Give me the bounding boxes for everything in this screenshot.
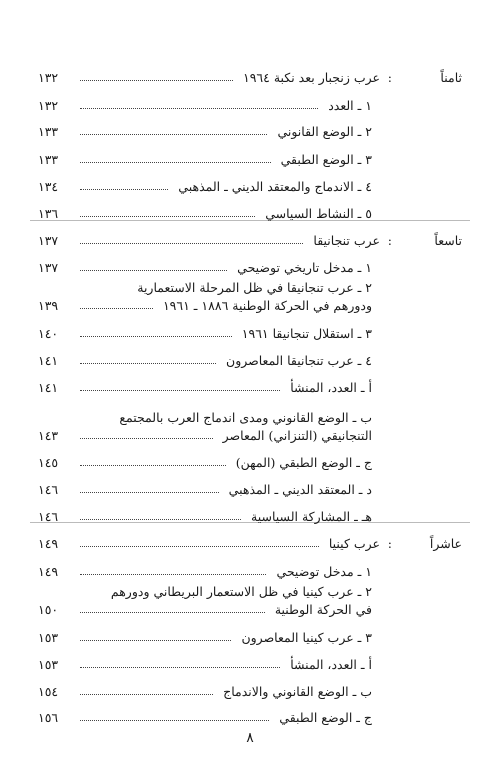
dot-leader xyxy=(80,363,216,364)
dot-leader xyxy=(80,640,231,641)
toc-entry[interactable] xyxy=(38,627,462,649)
toc-entry[interactable] xyxy=(38,350,462,372)
section-number: عاشراً xyxy=(429,536,462,551)
entry-title: ج ـ الوضع الطبقي (المهن) xyxy=(235,455,372,470)
dot-leader xyxy=(80,390,280,391)
section-colon: : xyxy=(387,536,392,551)
page-ref: ١٥٣ xyxy=(38,657,59,672)
toc-entry[interactable] xyxy=(38,681,462,703)
entry-title: هـ ـ المشاركة السياسية xyxy=(251,509,372,524)
entry-title: عرب كينيا xyxy=(328,536,380,551)
page-ref: ١٣٩ xyxy=(38,298,59,313)
dot-leader xyxy=(80,492,219,493)
page-ref: ١٤٩ xyxy=(38,536,59,551)
dot-leader xyxy=(80,134,267,135)
page-ref: ١٣٦ xyxy=(38,206,59,221)
section-colon: : xyxy=(387,70,392,85)
entry-title: ١ ـ مدخل تاريخي توضيحي xyxy=(237,260,372,275)
page-ref: ١٤٠ xyxy=(38,326,59,341)
entry-title-continued: ودورهم في الحركة الوطنية ١٨٨٦ ـ ١٩٦١ xyxy=(162,298,372,313)
page-ref: ١٣٤ xyxy=(38,179,59,194)
toc-entry[interactable] xyxy=(38,323,462,345)
dot-leader xyxy=(80,612,265,613)
entry-title: ١ ـ مدخل توضيحي xyxy=(276,564,372,579)
section-colon: : xyxy=(387,233,392,248)
dot-leader xyxy=(80,108,318,109)
entry-title: ٤ ـ الاندماج والمعتقد الديني ـ المذهبي xyxy=(178,179,372,194)
page-ref: ١٣٣ xyxy=(38,124,59,139)
page-ref: ١٤٦ xyxy=(38,482,59,497)
dot-leader xyxy=(80,720,269,721)
dot-leader xyxy=(80,465,226,466)
entry-title: ٢ ـ عرب تنجانيقا في ظل المرحلة الاستعمارية xyxy=(137,280,372,295)
toc-entry[interactable] xyxy=(38,149,462,171)
toc-entry[interactable] xyxy=(38,584,462,621)
section-number: تاسعاً xyxy=(434,233,462,248)
dot-leader xyxy=(80,270,227,271)
toc-entry[interactable] xyxy=(38,280,462,317)
toc-entry[interactable] xyxy=(38,506,462,528)
page-ref: ١٤١ xyxy=(38,353,59,368)
dot-leader xyxy=(80,546,319,547)
page-number: ٨ xyxy=(246,730,254,746)
entry-title: ٢ ـ عرب كينيا في ظل الاستعمار البريطاني ودورهم xyxy=(110,584,372,599)
entry-title: ب ـ الوضع القانوني ومدى اندماج العرب بالمجتمع xyxy=(119,410,372,425)
page-ref: ١٥٣ xyxy=(38,630,59,645)
page-ref: ١٥٦ xyxy=(38,710,59,725)
page-ref: ١٤٩ xyxy=(38,564,59,579)
toc-entry[interactable] xyxy=(38,377,462,399)
page-ref: ١٤٥ xyxy=(38,455,59,470)
dot-leader xyxy=(80,162,271,163)
toc-entry[interactable] xyxy=(38,121,462,143)
toc-entry[interactable] xyxy=(38,257,462,279)
entry-title: ب ـ الوضع القانوني والاندماج xyxy=(223,684,372,699)
toc-entry[interactable] xyxy=(38,95,462,117)
toc-entry[interactable] xyxy=(38,176,462,198)
entry-title: د ـ المعتقد الديني ـ المذهبي xyxy=(228,482,372,497)
page-ref: ١٥٠ xyxy=(38,602,59,617)
entry-title: ٣ ـ استقلال تنجانيقا ١٩٦١ xyxy=(241,326,372,341)
page-ref: ١٣٣ xyxy=(38,152,59,167)
entry-title: عرب زنجبار بعد نكبة ١٩٦٤ xyxy=(242,70,380,85)
dot-leader xyxy=(80,243,303,244)
entry-title-continued: التنجانيقي (التنزاني) المعاصر xyxy=(222,428,372,443)
entry-title: ٢ ـ الوضع القانوني xyxy=(277,124,372,139)
entry-title: ٤ ـ عرب تنجانيقا المعاصرون xyxy=(226,353,372,368)
entry-title-continued: في الحركة الوطنية xyxy=(274,602,372,617)
page-ref: ١٣٧ xyxy=(38,260,59,275)
toc-entry[interactable] xyxy=(38,230,462,252)
page-ref: ١٤٣ xyxy=(38,428,59,443)
entry-title: عرب تنجانيقا xyxy=(313,233,380,248)
dot-leader xyxy=(80,574,266,575)
entry-title: ٥ ـ النشاط السياسي xyxy=(265,206,372,221)
toc-entry[interactable] xyxy=(38,452,462,474)
page-ref: ١٥٤ xyxy=(38,684,59,699)
dot-leader xyxy=(80,694,213,695)
entry-title: أ ـ العدد، المنشأ xyxy=(290,380,372,395)
page-ref: ١٤١ xyxy=(38,380,59,395)
dot-leader xyxy=(80,308,153,309)
toc-entry[interactable] xyxy=(38,410,462,447)
entry-title: ٣ ـ عرب كينيا المعاصرون xyxy=(241,630,372,645)
dot-leader xyxy=(80,667,280,668)
entry-title: ج ـ الوضع الطبقي xyxy=(279,710,372,725)
dot-leader xyxy=(80,189,168,190)
toc-entry[interactable] xyxy=(38,533,462,555)
toc-entry[interactable] xyxy=(38,479,462,501)
dot-leader xyxy=(80,216,255,217)
dot-leader xyxy=(80,438,213,439)
page-ref: ١٣٢ xyxy=(38,98,59,113)
entry-title: ٣ ـ الوضع الطبقي xyxy=(280,152,372,167)
toc-entry[interactable] xyxy=(38,203,462,225)
page-ref: ١٣٢ xyxy=(38,70,59,85)
page-ref: ١٤٦ xyxy=(38,509,59,524)
dot-leader xyxy=(80,336,232,337)
entry-title: ١ ـ العدد xyxy=(328,98,372,113)
toc-entry[interactable] xyxy=(38,654,462,676)
toc-entry[interactable] xyxy=(38,707,462,729)
dot-leader xyxy=(80,80,233,81)
page-ref: ١٣٧ xyxy=(38,233,59,248)
section-number: ثامناً xyxy=(440,70,462,85)
entry-title: أ ـ العدد، المنشأ xyxy=(290,657,372,672)
dot-leader xyxy=(80,519,241,520)
toc-entry[interactable] xyxy=(38,561,462,583)
toc-entry[interactable] xyxy=(38,67,462,89)
